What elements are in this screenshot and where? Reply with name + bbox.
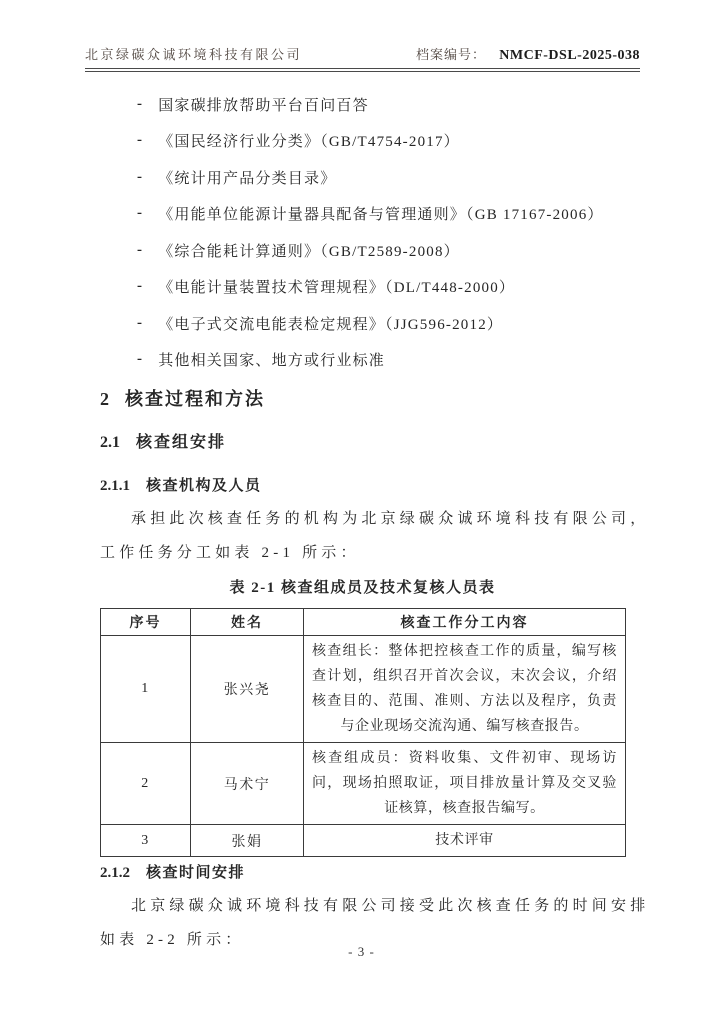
list-item-marker: -: [137, 205, 144, 222]
list-item-marker: -: [137, 95, 144, 112]
verification-team-table: [100, 608, 626, 857]
cell-duty: 核查组长：整体把控核查工作的质量，编写核查计划，组织召开首次会议，末次会议，介绍核查目的、范围、准则、方法以及程序，负责与企业现场交流沟通、编写核查报告。: [304, 636, 626, 743]
list-item: [100, 269, 625, 306]
list-item-marker: -: [137, 351, 144, 368]
column-header-duty: 核查工作分工内容: [304, 609, 626, 636]
list-item: [100, 342, 625, 379]
paragraph-line: 工作任务分工如表 2-1 所示：: [100, 545, 360, 561]
paragraph-line: 北京绿碳众诚环境科技有限公司接受此次核查任务的时间安排: [131, 898, 650, 914]
list-item-marker: -: [137, 278, 144, 295]
section-heading-2-1: [100, 434, 625, 452]
list-item-marker: -: [137, 168, 144, 185]
table-header-row: [101, 609, 626, 636]
paragraph-line: 承担此次核查任务的机构为北京绿碳众诚环境科技有限公司，: [131, 511, 650, 527]
list-item-text: 国家碳排放帮助平台百问百答: [158, 97, 369, 114]
section-title: 核查时间安排: [146, 865, 246, 881]
table-caption: 表 2-1 核查组成员及技术复核人员表: [229, 580, 496, 596]
table-row: [101, 636, 626, 743]
page-number: - 3 -: [348, 944, 375, 959]
list-item-text: 《电子式交流电能表检定规程》（JJG596-2012）: [158, 316, 504, 333]
list-item-marker: -: [137, 241, 144, 258]
table-row: [101, 743, 626, 825]
cell-no: 1: [101, 636, 191, 743]
cell-no: 3: [101, 825, 191, 857]
archive-number: NMCF-DSL-2025-038: [499, 48, 640, 63]
paragraph-line: 如表 2-2 所示：: [100, 932, 245, 948]
section-title: 核查组安排: [136, 434, 227, 451]
cell-name: 张兴尧: [191, 636, 304, 743]
section-title: 核查过程和方法: [125, 389, 265, 409]
section-title: 核查机构及人员: [146, 478, 262, 494]
table-row: [101, 825, 626, 857]
list-item-text: 其他相关国家、地方或行业标准: [158, 353, 386, 370]
section-number: 2.1.1: [100, 478, 130, 494]
cell-name: 张娟: [191, 825, 304, 857]
cell-no: 2: [101, 743, 191, 825]
section-number: 2.1: [100, 434, 120, 451]
list-item-text: 《用能单位能源计量器具配备与管理通则》（GB 17167-2006）: [158, 207, 604, 224]
document-body: [100, 0, 650, 957]
list-item-text: 《统计用产品分类目录》: [158, 170, 337, 187]
archive-label: 档案编号：: [416, 47, 487, 62]
list-item-marker: -: [137, 132, 144, 149]
list-item-text: 《国民经济行业分类》（GB/T4754-2017）: [158, 134, 460, 151]
section-heading-2-1-1: [100, 477, 625, 495]
section-number: 2.1.2: [100, 865, 130, 881]
section-heading-2: [100, 389, 625, 409]
cell-duty: 核查组成员：资料收集、文件初审、现场访问，现场拍照取证，项目排放量计算及交叉验证核算，核查报告编写。: [304, 743, 626, 825]
list-item: [100, 196, 625, 233]
reference-list: [100, 86, 625, 378]
section-number: 2: [100, 389, 109, 409]
cell-name: 马术宁: [191, 743, 304, 825]
list-item-text: 《综合能耗计算通则》（GB/T2589-2008）: [158, 243, 460, 260]
list-item-text: 《电能计量装置技术管理规程》（DL/T448-2000）: [158, 280, 516, 297]
column-header-no: 序号: [101, 609, 191, 636]
list-item: [100, 159, 625, 196]
column-header-name: 姓名: [191, 609, 304, 636]
list-item: [100, 305, 625, 342]
list-item: [100, 123, 625, 160]
company-name: 北京绿碳众诚环境科技有限公司: [85, 47, 303, 62]
cell-duty: 技术评审: [304, 825, 626, 857]
list-item: [100, 232, 625, 269]
section-heading-2-1-2: [100, 864, 625, 882]
list-item: [100, 86, 625, 123]
list-item-marker: -: [137, 314, 144, 331]
paragraph-2-1-1: [100, 502, 650, 570]
